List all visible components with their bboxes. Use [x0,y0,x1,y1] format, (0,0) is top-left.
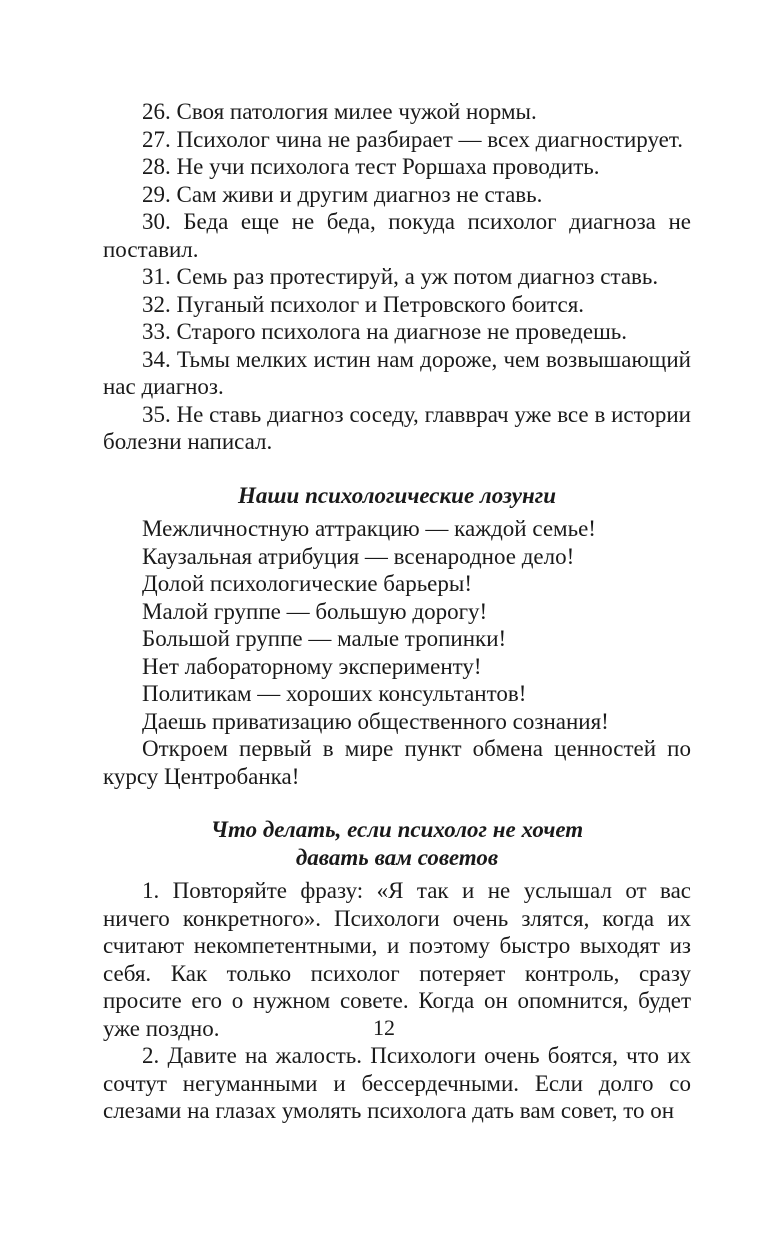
proverb-item: 28. Не учи психолога тест Роршаха проводить. [142,154,600,179]
slogan-item: Нет лабораторному эксперименту! [142,653,482,679]
proverb-item: 30. Беда еще не беда, покуда психолог диагноза не поставил. [103,209,691,262]
slogan-item: Малой группе — большую дорогу! [142,598,488,624]
proverb-item: 33. Старого психолога на диагнозе не проведешь. [142,319,628,344]
text-block [103,98,691,1125]
slogan-item: Долой психологические барьеры! [142,571,473,596]
proverb-item: 29. Сам живи и другим диагноз не ставь. [142,181,543,207]
advice-heading [103,816,691,871]
proverb-item: 27. Психолог чина не разбирает — всех диагностирует. [142,126,683,152]
slogan-item: Каузальная атрибуция — всенародное дело! [142,543,575,569]
proverb-item: 34. Тьмы мелких истин нам дороже, чем возвышающий нас диагноз. [103,346,691,399]
slogan-item: Откроем первый в мире пункт обмена ценностей по курсу Центробанка! [103,736,691,789]
slogan-item: Большой группе — малые тропинки! [142,626,507,651]
slogans-heading: Наши психологические лозунги [238,482,556,508]
advice-heading-line-2: давать вам советов [295,844,499,870]
page-number: 12 [373,1015,395,1040]
advice-paragraph: 1. Повторяйте фразу: «Я так и не услышал от вас ничего конкретного». Психологи очень злятся, когда их считают некомпетентными, и поэтому быстро выходят из себя. Как только психолог потеряет контроль, сразу просите его о нужном совете. Когда он опомнится, будет уже поздно. [103,878,691,1041]
slogan-item: Политикам — хороших консультантов! [142,681,527,706]
proverb-item: 35. Не ставь диагноз соседу, главврач уже все в истории болезни написал. [103,401,691,454]
advice-heading-line-1: Что делать, если психолог не хочет [210,817,584,842]
slogan-item: Даешь приватизацию общественного сознания! [142,708,609,734]
proverb-item: 32. Пуганый психолог и Петровского боится. [142,291,585,317]
proverb-item: 26. Своя патология милее чужой нормы. [142,99,537,124]
advice-paragraph: 2. Давите на жалость. Психологи очень боятся, что их сочтут негуманными и бессердечными. Если долго со слезами на глазах умолять психолога дать вам совет, то он [103,1043,691,1123]
slogan-item: Межличностную аттракцию — каждой семье! [142,516,596,541]
proverb-item: 31. Семь раз протестируй, а уж потом диагноз ставь. [142,264,659,289]
